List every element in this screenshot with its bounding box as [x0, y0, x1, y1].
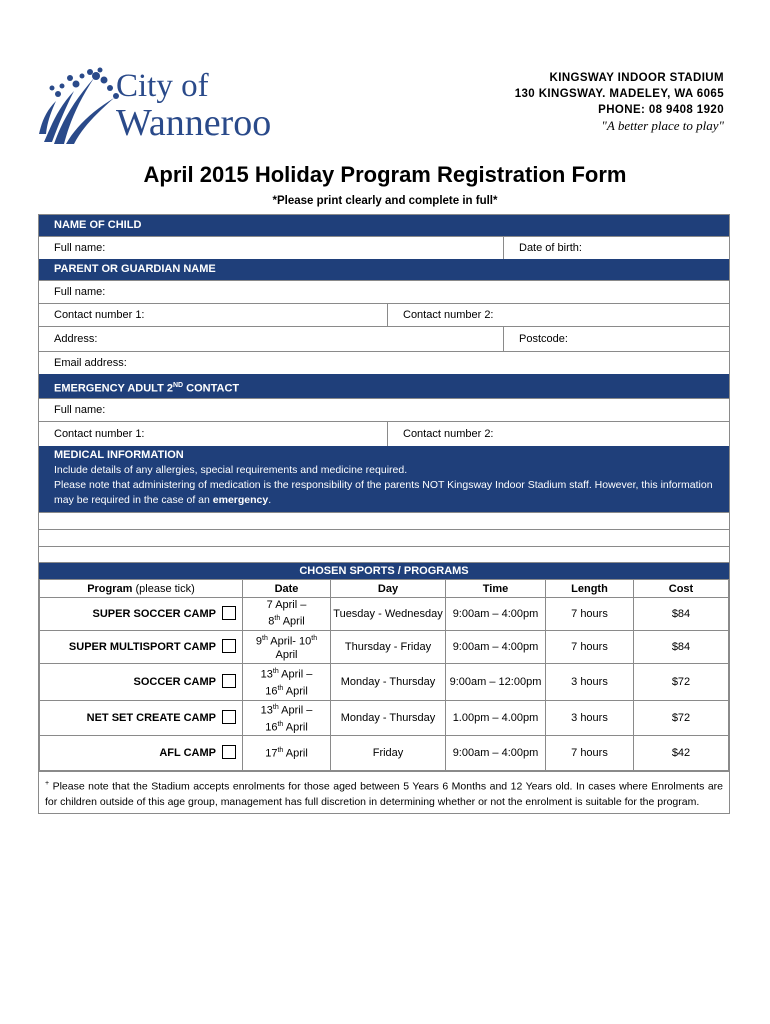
date-sup: th — [311, 635, 318, 643]
col-program — [40, 580, 243, 598]
parent-address-field[interactable]: Address: — [54, 333, 98, 345]
date-part: 8 — [268, 615, 275, 628]
programs-header-row — [40, 580, 729, 598]
medical-blank-line-2[interactable] — [39, 529, 729, 546]
parent-contact2-field[interactable]: Contact number 2: — [387, 304, 729, 326]
program-day: Thursday - Friday — [331, 631, 446, 664]
table-row — [40, 736, 729, 771]
table-row — [40, 664, 729, 701]
emergency-name-row — [39, 398, 729, 421]
program-name — [40, 736, 243, 771]
parent-address-row — [39, 326, 729, 351]
date-part: April — [283, 747, 308, 760]
program-name — [40, 701, 243, 736]
logo-text-wanneroo: Wanneroo — [116, 102, 272, 144]
section-medical-info — [39, 446, 729, 512]
section-header-child: NAME OF CHILD — [39, 215, 729, 236]
parent-name-row — [39, 280, 729, 303]
program-name-text: SUPER SOCCER CAMP — [92, 608, 216, 620]
parent-email-row — [39, 351, 729, 374]
emergency-contact-row — [39, 421, 729, 446]
program-checkbox[interactable] — [222, 606, 236, 620]
parent-contact1-field[interactable]: Contact number 1: — [54, 309, 145, 321]
date-part: April — [280, 615, 305, 628]
emergency-heading-sup: ND — [172, 382, 184, 389]
registration-form — [38, 214, 730, 814]
program-date — [243, 664, 331, 701]
medical-line2: Please note that administering of medication is the responsibility of the parents NOT Kingsway Indoor Stadium staff. However, this information may be required in the case of an — [54, 479, 713, 506]
program-length: 7 hours — [546, 598, 634, 631]
venue-address-block — [515, 70, 724, 134]
program-day: Tuesday - Wednesday — [331, 598, 446, 631]
program-checkbox[interactable] — [222, 745, 236, 759]
program-cost: $84 — [634, 598, 729, 631]
program-checkbox[interactable] — [222, 639, 236, 653]
medical-line2-end: . — [268, 494, 272, 506]
program-name — [40, 631, 243, 664]
age-eligibility-note — [39, 771, 729, 813]
col-day: Day — [331, 580, 446, 598]
logo-text-city-of: City of — [116, 68, 209, 104]
program-name-text: NET SET CREATE CAMP — [86, 712, 216, 724]
col-date: Date — [243, 580, 331, 598]
program-day: Monday - Thursday — [331, 701, 446, 736]
parent-postcode-field[interactable]: Postcode: — [503, 327, 729, 351]
date-sup: th — [272, 704, 279, 712]
parent-contact-row — [39, 303, 729, 326]
venue-address: 130 KINGSWAY. MADELEY, WA 6065 — [514, 88, 724, 100]
medical-heading: MEDICAL INFORMATION — [54, 449, 184, 461]
date-part: April – — [278, 669, 313, 681]
date-part: April – — [278, 705, 313, 717]
program-date — [243, 631, 331, 664]
date-sup: th — [262, 635, 268, 643]
date-line: 7 April – — [266, 599, 307, 612]
program-time: 9:00am – 4:00pm — [446, 598, 546, 631]
program-time: 9:00am – 4:00pm — [446, 631, 546, 664]
table-row — [40, 598, 729, 631]
program-cost: $72 — [634, 701, 729, 736]
medical-emergency-word: emergency — [212, 494, 269, 506]
program-date — [243, 701, 331, 736]
date-sup: th — [274, 615, 281, 623]
child-row — [39, 236, 729, 259]
program-name — [40, 664, 243, 701]
program-day: Friday — [331, 736, 446, 771]
emergency-contact1-field[interactable]: Contact number 1: — [54, 428, 145, 440]
date-sup: th — [277, 685, 284, 692]
program-length: 3 hours — [546, 701, 634, 736]
date-part: 13 — [260, 669, 273, 681]
child-full-name-field[interactable]: Full name: — [54, 242, 106, 254]
date-sup: th — [277, 721, 284, 728]
note-text: Please note that the Stadium accepts enrolments for those aged between 5 Years 6 Months and 12 Years old. In cases where Enrolments are for children outside of this age group, management has full discretion in determining whether or not the enrolment is suitable for the program. — [45, 780, 723, 808]
program-day: Monday - Thursday — [331, 664, 446, 701]
date-part: April — [283, 721, 308, 734]
program-name-text: SOCCER CAMP — [133, 676, 216, 688]
program-time: 9:00am – 4:00pm — [446, 736, 546, 771]
program-name-text: AFL CAMP — [159, 747, 216, 759]
date-part: 13 — [260, 705, 273, 717]
child-dob-field[interactable]: Date of birth: — [503, 237, 729, 259]
parent-full-name-field[interactable]: Full name: — [54, 286, 106, 298]
program-length: 3 hours — [546, 664, 634, 701]
program-date — [243, 736, 331, 771]
date-sup: th — [272, 668, 279, 676]
col-time: Time — [446, 580, 546, 598]
venue-tagline: "A better place to play" — [601, 118, 724, 133]
col-cost: Cost — [634, 580, 729, 598]
programs-table — [39, 579, 729, 771]
program-checkbox[interactable] — [222, 674, 236, 688]
table-row — [40, 701, 729, 736]
date-part: April — [283, 685, 308, 698]
program-cost: $84 — [634, 631, 729, 664]
medical-blank-line-3[interactable] — [39, 546, 729, 562]
form-title: April 2015 Holiday Program Registration Form — [143, 162, 627, 187]
program-name-text: SUPER MULTISPORT CAMP — [68, 641, 216, 653]
col-length: Length — [546, 580, 634, 598]
section-header-emergency — [39, 374, 729, 398]
venue-phone: PHONE: 08 9408 1920 — [598, 104, 724, 116]
emergency-contact2-field[interactable]: Contact number 2: — [387, 422, 729, 446]
program-time: 9:00am – 12:00pm — [446, 664, 546, 701]
venue-name: KINGSWAY INDOOR STADIUM — [549, 72, 724, 84]
emergency-full-name-field[interactable]: Full name: — [54, 404, 106, 416]
col-program-note: (please tick) — [132, 582, 195, 595]
section-header-parent: PARENT OR GUARDIAN NAME — [39, 259, 729, 280]
program-time: 1.00pm – 4.00pm — [446, 701, 546, 736]
col-program-label: Program — [87, 582, 133, 595]
note-marker: + — [45, 780, 50, 787]
date-part: 16 — [265, 685, 278, 698]
program-checkbox[interactable] — [222, 710, 236, 724]
program-cost: $72 — [634, 664, 729, 701]
emergency-heading-main: EMERGENCY ADULT 2 — [54, 382, 173, 395]
date-part: 9 — [255, 635, 262, 648]
date-part: 17 — [265, 747, 278, 760]
program-name — [40, 598, 243, 631]
date-part: April- 10 — [267, 635, 312, 648]
date-sup: th — [277, 746, 284, 754]
program-length: 7 hours — [546, 736, 634, 771]
program-cost: $42 — [634, 736, 729, 771]
form-subtitle: *Please print clearly and complete in full* — [272, 195, 498, 207]
table-row — [40, 631, 729, 664]
program-length: 7 hours — [546, 631, 634, 664]
date-line: April — [275, 648, 298, 661]
program-date — [243, 598, 331, 631]
section-header-programs: CHOSEN SPORTS / PROGRAMS — [39, 562, 729, 579]
date-part: 16 — [265, 721, 278, 734]
parent-email-field[interactable]: Email address: — [54, 357, 127, 369]
emergency-heading-end: CONTACT — [183, 382, 240, 395]
medical-line1: Include details of any allergies, special requirements and medicine required. — [54, 464, 408, 476]
medical-blank-line-1[interactable] — [39, 512, 729, 529]
